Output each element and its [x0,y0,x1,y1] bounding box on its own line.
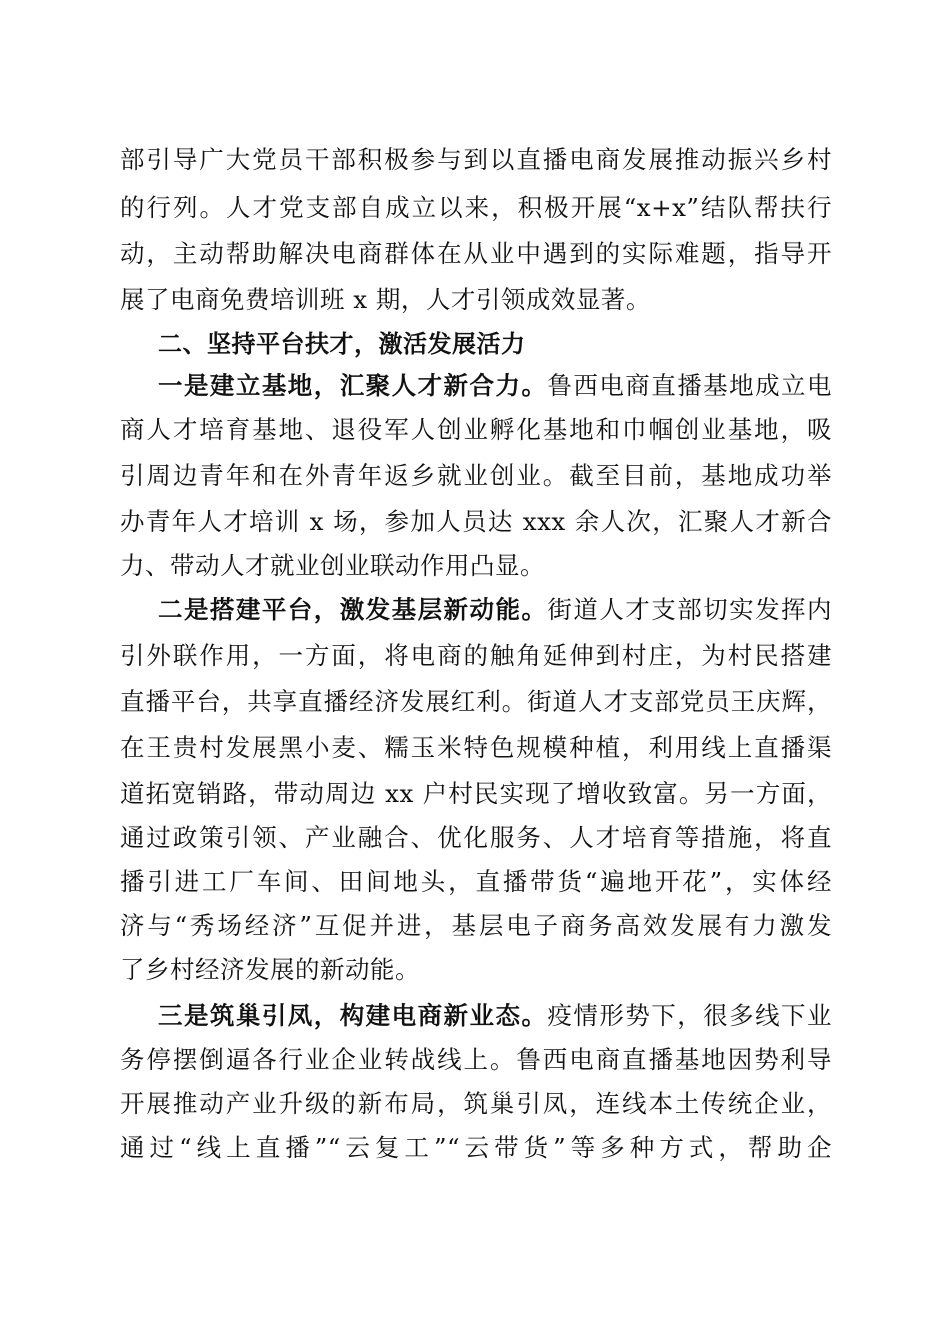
item-2-lead-rest: 街道人才支部切实发挥内 [547,595,833,624]
paragraph-line: 办青年人才培训 x 场，参加人员达 xxx 余人次，汇聚人才新合 [120,507,832,536]
paragraph-line: 直播平台，共享直播经济发展红利。街道人才支部党员王庆辉， [120,687,832,716]
paragraph-line: 了乡村经济发展的新动能。 [120,955,420,984]
paragraph-line: 通过“线上直播”“云复工”“云带货”等多种方式，帮助企 [120,1133,832,1162]
paragraph-line: 道拓宽销路，带动周边 xx 户村民实现了增收致富。另一方面， [120,779,832,808]
paragraph-line: 务停摆倒逼各行业企业转战线上。鲁西电商直播基地因势利导 [120,1045,832,1074]
paragraph-line: 展了电商免费培训班 x 期，人才引领成效显著。 [120,285,651,314]
item-1-lead: 一是建立基地，汇聚人才新合力。 [158,371,548,400]
paragraph-line: 引周边青年和在外青年返乡就业创业。截至目前，基地成功举 [120,461,832,490]
item-1-first-line [158,370,832,402]
item-2-lead: 二是搭建平台，激发基层新动能。 [158,595,548,624]
paragraph-line: 商人才培育基地、退役军人创业孵化基地和巾帼创业基地，吸 [120,415,832,444]
paragraph-line: 部引导广大党员干部积极参与到以直播电商发展推动振兴乡村 [120,145,832,174]
paragraph-line: 的行列。人才党支部自成立以来，积极开展“x+x”结队帮扶行 [120,193,832,222]
paragraph-line: 开展推动产业升级的新布局，筑巢引凤，连线本土传统企业， [120,1089,832,1118]
paragraph-line: 动，主动帮助解决电商群体在从业中遇到的实际难题，指导开 [120,239,832,268]
item-2-first-line [158,594,832,626]
item-1-lead-rest: 鲁西电商直播基地成立电 [547,371,833,400]
paragraph-line: 力、带动人才就业创业联动作用凸显。 [120,551,545,580]
item-3-lead-rest: 疫情形势下，很多线下业 [547,1001,833,1030]
item-3-lead: 三是筑巢引凤，构建电商新业态。 [158,1001,548,1030]
paragraph-line: 济与“秀场经济”互促并进，基层电子商务高效发展有力激发 [120,911,832,940]
paragraph-line: 引外联作用，一方面，将电商的触角延伸到村庄，为村民搭建 [120,641,832,670]
item-3-first-line [158,1000,832,1032]
paragraph-line: 播引进工厂车间、田间地头，直播带货“遍地开花”，实体经 [120,867,832,896]
section-heading: 二、坚持平台扶才，激活发展活力 [158,330,526,358]
paragraph-line: 在王贵村发展黑小麦、糯玉米特色规模种植，利用线上直播渠 [120,733,832,762]
paragraph-line: 通过政策引领、产业融合、优化服务、人才培育等措施，将直 [120,823,832,852]
